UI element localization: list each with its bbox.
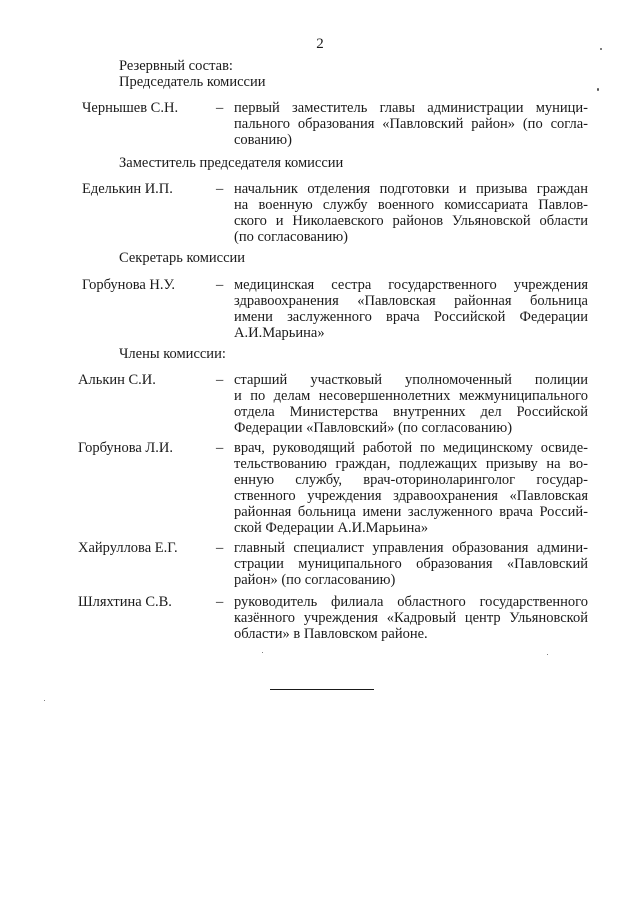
- role-line: главный специалист управления образования админи-: [234, 540, 588, 556]
- closing-rule: [270, 689, 374, 690]
- role-line: здравоохранения «Павловская районная больница: [234, 293, 588, 309]
- role-line: на военную службу военного комиссариата Павлов-: [234, 197, 588, 213]
- role-line: руководитель филиала областного государственного: [234, 594, 588, 610]
- members-heading: Члены комиссии:: [119, 346, 226, 362]
- role-line: первый заместитель главы администрации муници-: [234, 100, 588, 116]
- role-line: казённого учреждения «Кадровый центр Ульяновской: [234, 610, 588, 626]
- member-role: [234, 540, 588, 588]
- scan-speck: [262, 652, 263, 653]
- member-name: Чернышев С.Н.: [82, 100, 179, 116]
- dash-separator: –: [216, 594, 224, 610]
- role-line: и по делам несовершеннолетних межмуниципального: [234, 388, 588, 404]
- chair-heading: Председатель комиссии: [119, 74, 266, 90]
- reserve-heading: Резервный состав:: [119, 58, 233, 74]
- scan-speck: [597, 88, 599, 91]
- dash-separator: –: [216, 277, 224, 293]
- dash-separator: –: [216, 440, 224, 456]
- dash-separator: –: [216, 181, 224, 197]
- page-number: 2: [316, 36, 324, 52]
- dash-separator: –: [216, 100, 224, 116]
- member-role: [234, 594, 588, 642]
- secretary-heading: Секретарь комиссии: [119, 250, 246, 266]
- role-line: Федерации «Павловский» (по согласованию): [234, 420, 513, 436]
- role-line: енную службу, врач-оториноларинголог государ-: [234, 472, 588, 488]
- member-role: [234, 181, 588, 245]
- role-line: районная больница имени заслуженного врача Россий-: [234, 504, 588, 520]
- member-role: [234, 100, 588, 148]
- role-line: врач, руководящий работой по медицинскому освиде-: [234, 440, 588, 456]
- role-line: ской Федерации А.И.Марьина»: [234, 520, 429, 536]
- dash-separator: –: [216, 540, 224, 556]
- role-line: страции муниципального образования «Павловский: [234, 556, 588, 572]
- member-role: [234, 372, 588, 436]
- role-line: отдела Министерства внутренних дел Российской: [234, 404, 588, 420]
- member-name: Шляхтина С.В.: [78, 594, 172, 610]
- member-role: [234, 277, 588, 341]
- member-name: Алькин С.И.: [78, 372, 156, 388]
- role-line: ственного учреждения здравоохранения «Павловская: [234, 488, 588, 504]
- role-line: области» в Павловском районе.: [234, 626, 428, 642]
- role-line: А.И.Марьина»: [234, 325, 325, 341]
- role-line: ского и Николаевского районов Ульяновской области: [234, 213, 588, 229]
- vice-chair-heading: Заместитель председателя комиссии: [119, 155, 344, 171]
- role-line: район» (по согласованию): [234, 572, 396, 588]
- role-line: сованию): [234, 132, 292, 148]
- role-line: старший участковый уполномоченный полиции: [234, 372, 588, 388]
- member-role: [234, 440, 588, 536]
- role-line: имени заслуженного врача Российской Федерации: [234, 309, 588, 325]
- scan-speck: [600, 48, 602, 50]
- scan-speck: [547, 654, 548, 655]
- role-line: тельствованию граждан, подлежащих призыву на во-: [234, 456, 588, 472]
- role-line: пального образования «Павловский район» (по согла-: [234, 116, 588, 132]
- member-name: Хайруллова Е.Г.: [78, 540, 178, 556]
- member-name: Еделькин И.П.: [82, 181, 173, 197]
- member-name: Горбунова Л.И.: [78, 440, 173, 456]
- scan-speck: [44, 700, 45, 701]
- role-line: медицинская сестра государственного учреждения: [234, 277, 588, 293]
- dash-separator: –: [216, 372, 224, 388]
- role-line: начальник отделения подготовки и призыва граждан: [234, 181, 588, 197]
- role-line: (по согласованию): [234, 229, 348, 245]
- member-name: Горбунова Н.У.: [82, 277, 176, 293]
